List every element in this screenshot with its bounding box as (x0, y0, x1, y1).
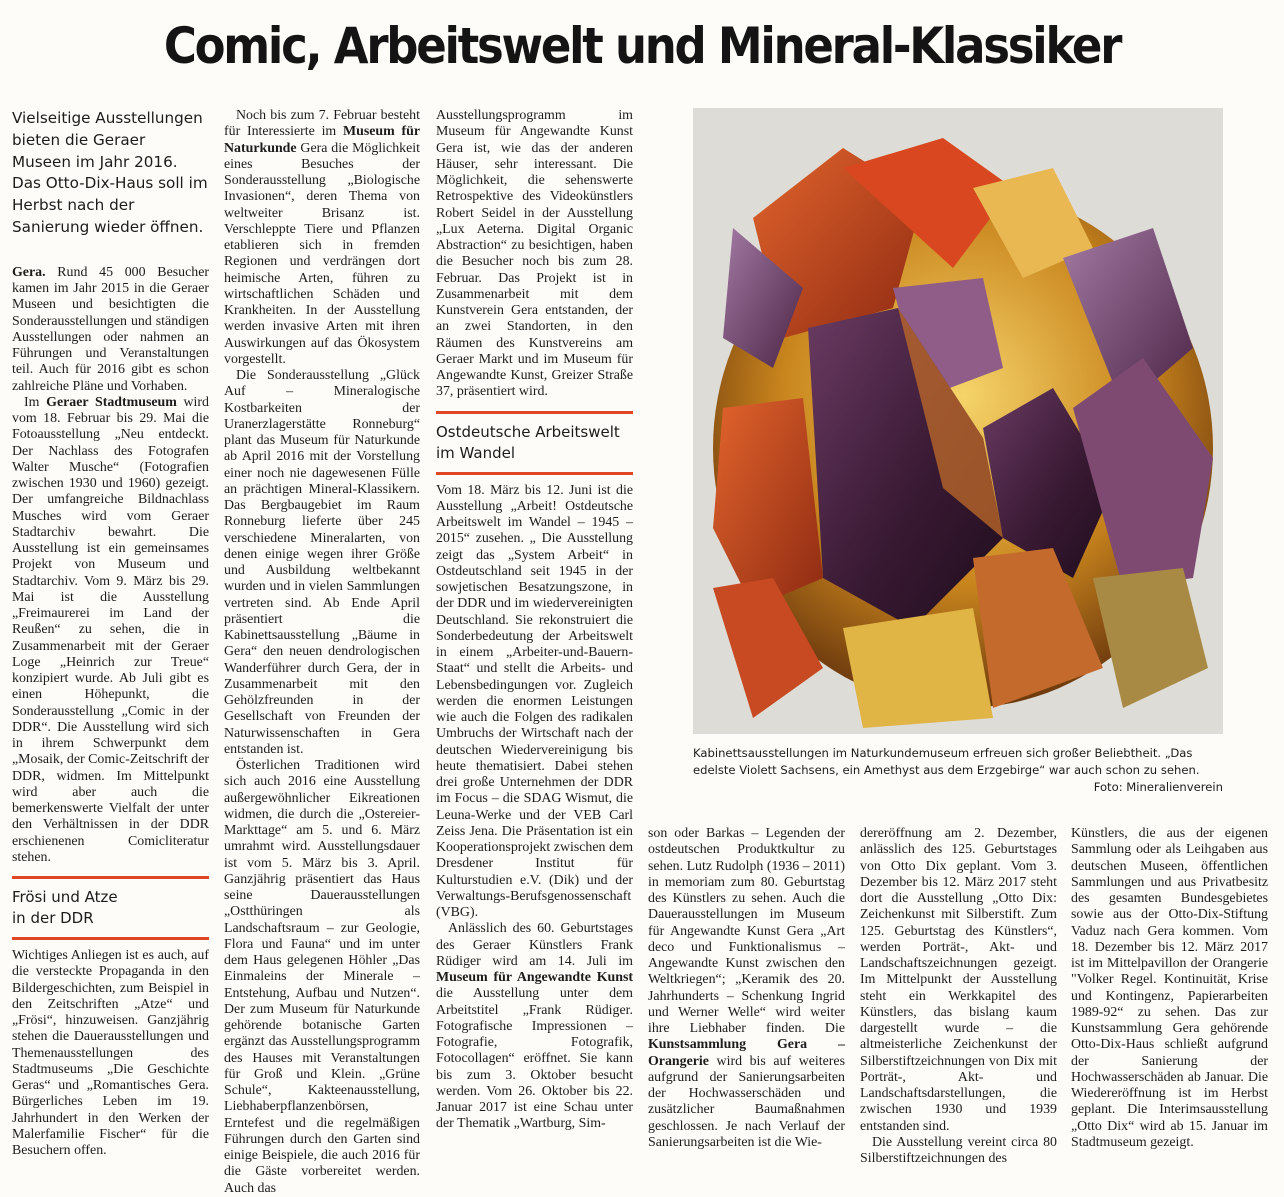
article-body-col6 (1071, 826, 1268, 1151)
article-body-col4 (648, 826, 845, 1151)
column-2 (224, 108, 420, 1196)
caption-text: Kabinettsausstellungen im Naturkundemuseum erfreuen sich großer Beliebtheit. „Das edelste Violett Sachsens, ein Amethyst aus dem Erzgebirge“ war auch schon zu sehen. (693, 746, 1200, 777)
subhead-froesi: Frösi und Atze in der DDR (12, 888, 118, 928)
paragraph: Österlichen Traditionen wird sich auch 2016 eine Ausstellung außergewöhnlicher Eikreationen widmen, die durch die „Ostereier-Markttage“ am 5. und 6. März umrahmt wird. Ausstellungsdauer ist vom 5. März bis 3. April. Ganzjährig präsentiert das Haus seine Dauerausstellungen „Ostthüringen als Landschaftsraum – zur Geologie, Flora und Fauna“ und im unter dem Haus gelegenen Höhler „Das Einmaleins der Minerale – Entstehung, Aufbau und Nutzen“. Der zum Museum für Naturkunde gehörende botanische Garten ergänzt das Ausstellungsprogramm des Hauses mit Veranstaltungen für Groß und Klein. „Grüne Schule“, Kakteenausstellung, Liebhaberpflanzenbörsen, Erntefest und die regelmäßigen Führungen durch den Garten sind einige Beispiele, die auch 2016 für die Gäste vorbereitet werden. Auch das (224, 758, 420, 1196)
amethyst-crystal-image (693, 108, 1223, 734)
divider (436, 411, 633, 414)
paragraph: son oder Barkas – Legenden der ostdeutschen Produktkultur zu sehen. Lutz Rudolph (1936 – 2011) in memoriam zum 80. Geburtstag des Künstlers zu sehen. Auch die Dauerausstellungen im Museum für Angewandte Kunst Gera „Art deco und Funktionalismus – Angewandte Kunst zwischen den Weltkriegen“; „Keramik des 20. Jahrhunderts – Schenkung Ingrid und Werner Welle“ wird weiter ihre Liebhaber finden. Die Kunstsammlung Gera – Orangerie wird bis auf weiteres aufgrund der Sanierungsarbeiten der Hochwasserschäden und zusätzlicher Baumaßnahmen geschlossen. Je nach Verlauf der Sanierungsarbeiten ist die Wie- (648, 826, 846, 1150)
paragraph: Ausstellungsprogramm im Museum für Angewandte Kunst Gera ist, wie das der anderen Häuser, sehr interessant. Die Möglichkeit, die sehenswerte Retrospektive des Videokünstlers Robert Seidel in der Ausstellung „Lux Aeterna. Digital Organic Abstraction“ zu besichtigen, haben die Besucher noch bis zum 28. Februar. Das Projekt ist in Zusammenarbeit mit dem Kunstverein Gera entstanden, der an zwei Standorten, in den Räumen des Kunstvereins am Geraer Markt und im Museum für Angewandte Kunst, Greizer Straße 37, präsentiert wird. (436, 108, 633, 400)
subhead-block (12, 876, 209, 940)
photo-credit: Foto: Mineralienverein (1093, 780, 1223, 794)
amethyst-photo (693, 108, 1223, 734)
column-5 (860, 826, 1057, 1166)
paragraph: Vom 18. März bis 12. Juni ist die Ausstellung „Arbeit! Ostdeutsche Arbeitswelt im Wandel – 1945 – 2015“ zusehen. „ Die Ausstellung zeigt das „System Arbeit“ in Ostdeutschland seit 1945 in der sowjetischen Besatzungszone, in der DDR und im wiedervereinigten Deutschland. Sie rekonstruiert die Sonderbedeutung der Arbeitswelt in einem „Arbeiter-und-Bauern-Staat“ und stellt die Arbeits- und Lebensbedingungen vor. Zugleich werden die enormen Leistungen wie auch die Folgen des radikalen Umbruchs der Wirtschaft nach der deutschen Wiedervereinigung bis heute thematisiert. Dabei stehen drei große Unternehmen der DDR im Focus – die SDAG Wismut, die Leuna-Werke und der VEB Carl Zeiss Jena. Die Präsentation ist ein Kooperationsprojekt zwischen dem Dresdener Institut für Kulturstudien e.V. (Dik) und der Verwaltungs-Berufsgenossenschaft (VBG). (436, 482, 633, 920)
venue-kunstsammlung: Kunstsammlung Gera – Orangerie (648, 1037, 845, 1069)
venue-naturkunde: Museum für Naturkunde (224, 124, 420, 156)
article-body-col3b (436, 483, 633, 1133)
paragraph: dereröffnung am 2. Dezember, anlässlich des 125. Geburtstages von Otto Dix geplant. Vom 3. Dezember bis 12. März 2017 steht dort die Ausstellung „Otto Dix: Zeichenkunst mit Silberstift. Zum 125. Geburtstag des Künstlers“, werden Porträt-, Akt- und Landschaftszeichnungen gezeigt. Im Mittelpunkt der Ausstellung steht ein Werkkapitel des Künstlers, das bislang kaum dargestellt wurde – die altmeisterliche Zeichenkunst der Silberstiftzeichnungen von Dix mit Porträt-, Akt- und Landschaftsdarstellungen, die zwischen 1930 und 1939 entstanden sind. (860, 826, 1057, 1134)
paragraph: Noch bis zum 7. Februar besteht für Interessierte im Museum für Naturkunde Gera die Möglichkeit eines Besuches der Sonderausstellung „Biologische Invasionen“, deren Thema von weltweiter Brisanz ist. Verschleppte Tiere und Pflanzen etablieren sich in fremden Regionen und verdrängen dort heimische Arten, führen zu wirtschaftlichen Schäden und Krankheiten. In der Ausstellung werden invasive Arten mit ihren Auswirkungen auf das Ökosystem vorgestellt. (224, 108, 420, 367)
photo-caption (693, 745, 1223, 796)
paragraph: Die Sonderausstellung „Glück Auf – Mineralogische Kostbarkeiten der Uranerzlagerstätte Ronneburg“ plant das Museum für Naturkunde ab April 2016 mit der Vorstellung einer noch nie dagewesenen Fülle an prächtigen Mineral-Klassikern. Das Bergbaugebiet im Raum Ronneburg lieferte über 245 verschiedene Mineralarten, von denen einige wegen ihrer Größe und Ausbildung weltbekannt wurden und in vielen Sammlungen vertreten sind. Ab Ende April präsentiert die Kabinettsausstellung „Bäume in Gera“ den neuen dendrologischen Wanderführer durch Gera, der in Zusammenarbeit mit den Gehölzfreunden in der Gesellschaft von Freunden der Naturwissenschaften in Gera entstanden ist. (224, 368, 420, 757)
column-1 (12, 108, 209, 1168)
paragraph: Die Ausstellung vereint circa 80 Silberstiftzeichnungen des (860, 1134, 1057, 1166)
subhead-block (436, 411, 633, 475)
teaser: Vielseitige Ausstellungen bieten die Geraer Museen im Jahr 2016. Das Otto-Dix-Haus soll im Herbst nach der Sanierung wieder öffnen. (12, 109, 208, 236)
divider (436, 472, 633, 475)
column-6 (1071, 826, 1268, 1166)
divider (12, 876, 209, 879)
paragraph: Wichtiges Anliegen ist es auch, auf die versteckte Propaganda in den Bildergeschichten, zum Beispiel in den Zeitschriften „Atze“ und „Frösi“, hinzuweisen. Ganzjährig stehen die Dauerausstellungen und Themenausstellungen des Stadtmuseums „Die Geschichte Geras“ und „Romantisches Gera. Bürgerliches Leben im 19. Jahrhundert in den Werken der Malerfamilie Fischer“ für die Besuchern offen. (12, 948, 209, 1159)
venue-angewandte-kunst: Museum für Angewandte Kunst (436, 970, 633, 985)
article-body-col1 (12, 265, 209, 866)
column-3 (436, 108, 633, 1168)
paragraph: Gera. Rund 45 000 Besucher kamen im Jahr 2015 in die Geraer Museen und besichtigten die Sonderausstellungen und ständigen Ausstellungen oder nahmen an Führungen und Veranstaltungen teil. Auch für 2016 gibt es schon zahlreiche Pläne und Vorhaben. (12, 264, 209, 394)
venue-stadtmuseum: Geraer Stadtmuseum (46, 394, 177, 410)
paragraph: Künstlers, die aus der eigenen Sammlung oder als Leihgaben aus deutschen Museen, öffentlichen Sammlungen und aus Privatbesitz des gesamten Bundesgebietes sowie aus der Otto-Dix-Stiftung Vaduz nach Gera kommen. Vom 18. Dezember bis 12. März 2017 ist im Mittelpavillon der Orangerie "Volker Regel. Kontinuität, Krise und Kontingenz, Papierarbeiten 1989-92“ zu sehen. Das zur Kunstsammlung Gera gehörende Otto-Dix-Haus schließt aufgrund der Sanierung der Hochwasserschäden ab Januar. Die Wiedereröffnung ist im Herbst geplant. Die Interimsausstellung „Otto Dix“ wird ab 15. Januar im Stadtmuseum gezeigt. (1071, 826, 1268, 1150)
article-body-col5 (860, 826, 1057, 1167)
article-body-col2 (224, 108, 420, 1197)
paragraph: Anlässlich des 60. Geburtstages des Geraer Künstlers Frank Rüdiger wird am 14. Juli im Museum für Angewandte Kunst die Ausstellung unter dem Arbeitstitel „Frank Rüdiger. Fotografische Impressionen – Fotografie, Fotografik, Fotocollagen“ eröffnet. Sie kann bis zum 3. Oktober besucht werden. Vom 26. Oktober bis 22. Januar 2017 ist eine Schau unter der Thematik „Wartburg, Sim- (436, 921, 633, 1132)
column-4 (648, 826, 845, 1166)
paragraph: Im Geraer Stadtmuseum wird vom 18. Februar bis 29. Mai die Fotoausstellung „Neu entdeckt. Der Nachlass des Fotografen Walter Musche“ (Fotografien zwischen 1930 und 1960) gezeigt. Der umfangreiche Bildnachlass Musches wird vom Geraer Stadtarchiv bewahrt. Die Ausstellung ist ein gemeinsames Projekt von Museum und Stadtarchiv. Vom 9. März bis 29. Mai ist die Ausstellung „Freimaurerei im Land der Reußen“ zu sehen, die in Zusammenarbeit mit der Geraer Loge „Heinrich zur Treue“ konzipiert wurde. Ab Juli gibt es einen Höhepunkt, die Sonderausstellung „Comic in der DDR“. Die Ausstellung wird sich in ihrem Schwerpunkt dem „Mosaik, der Comic-Zeitschrift der DDR, widmen. Im Mittelpunkt wird aber auch die bemerkenswerte Vielfalt der unter den Verhältnissen in der DDR erschienenen Comicliteratur stehen. (12, 394, 209, 865)
subhead-arbeitswelt: Ostdeutsche Arbeitswelt im Wandel (436, 422, 620, 462)
article-body-col3 (436, 108, 633, 401)
headline: Comic, Arbeitswelt und Mineral-Klassiker (163, 17, 1121, 75)
divider (12, 937, 209, 940)
article-body-col1b (12, 948, 209, 1159)
dateline: Gera. (12, 264, 46, 280)
